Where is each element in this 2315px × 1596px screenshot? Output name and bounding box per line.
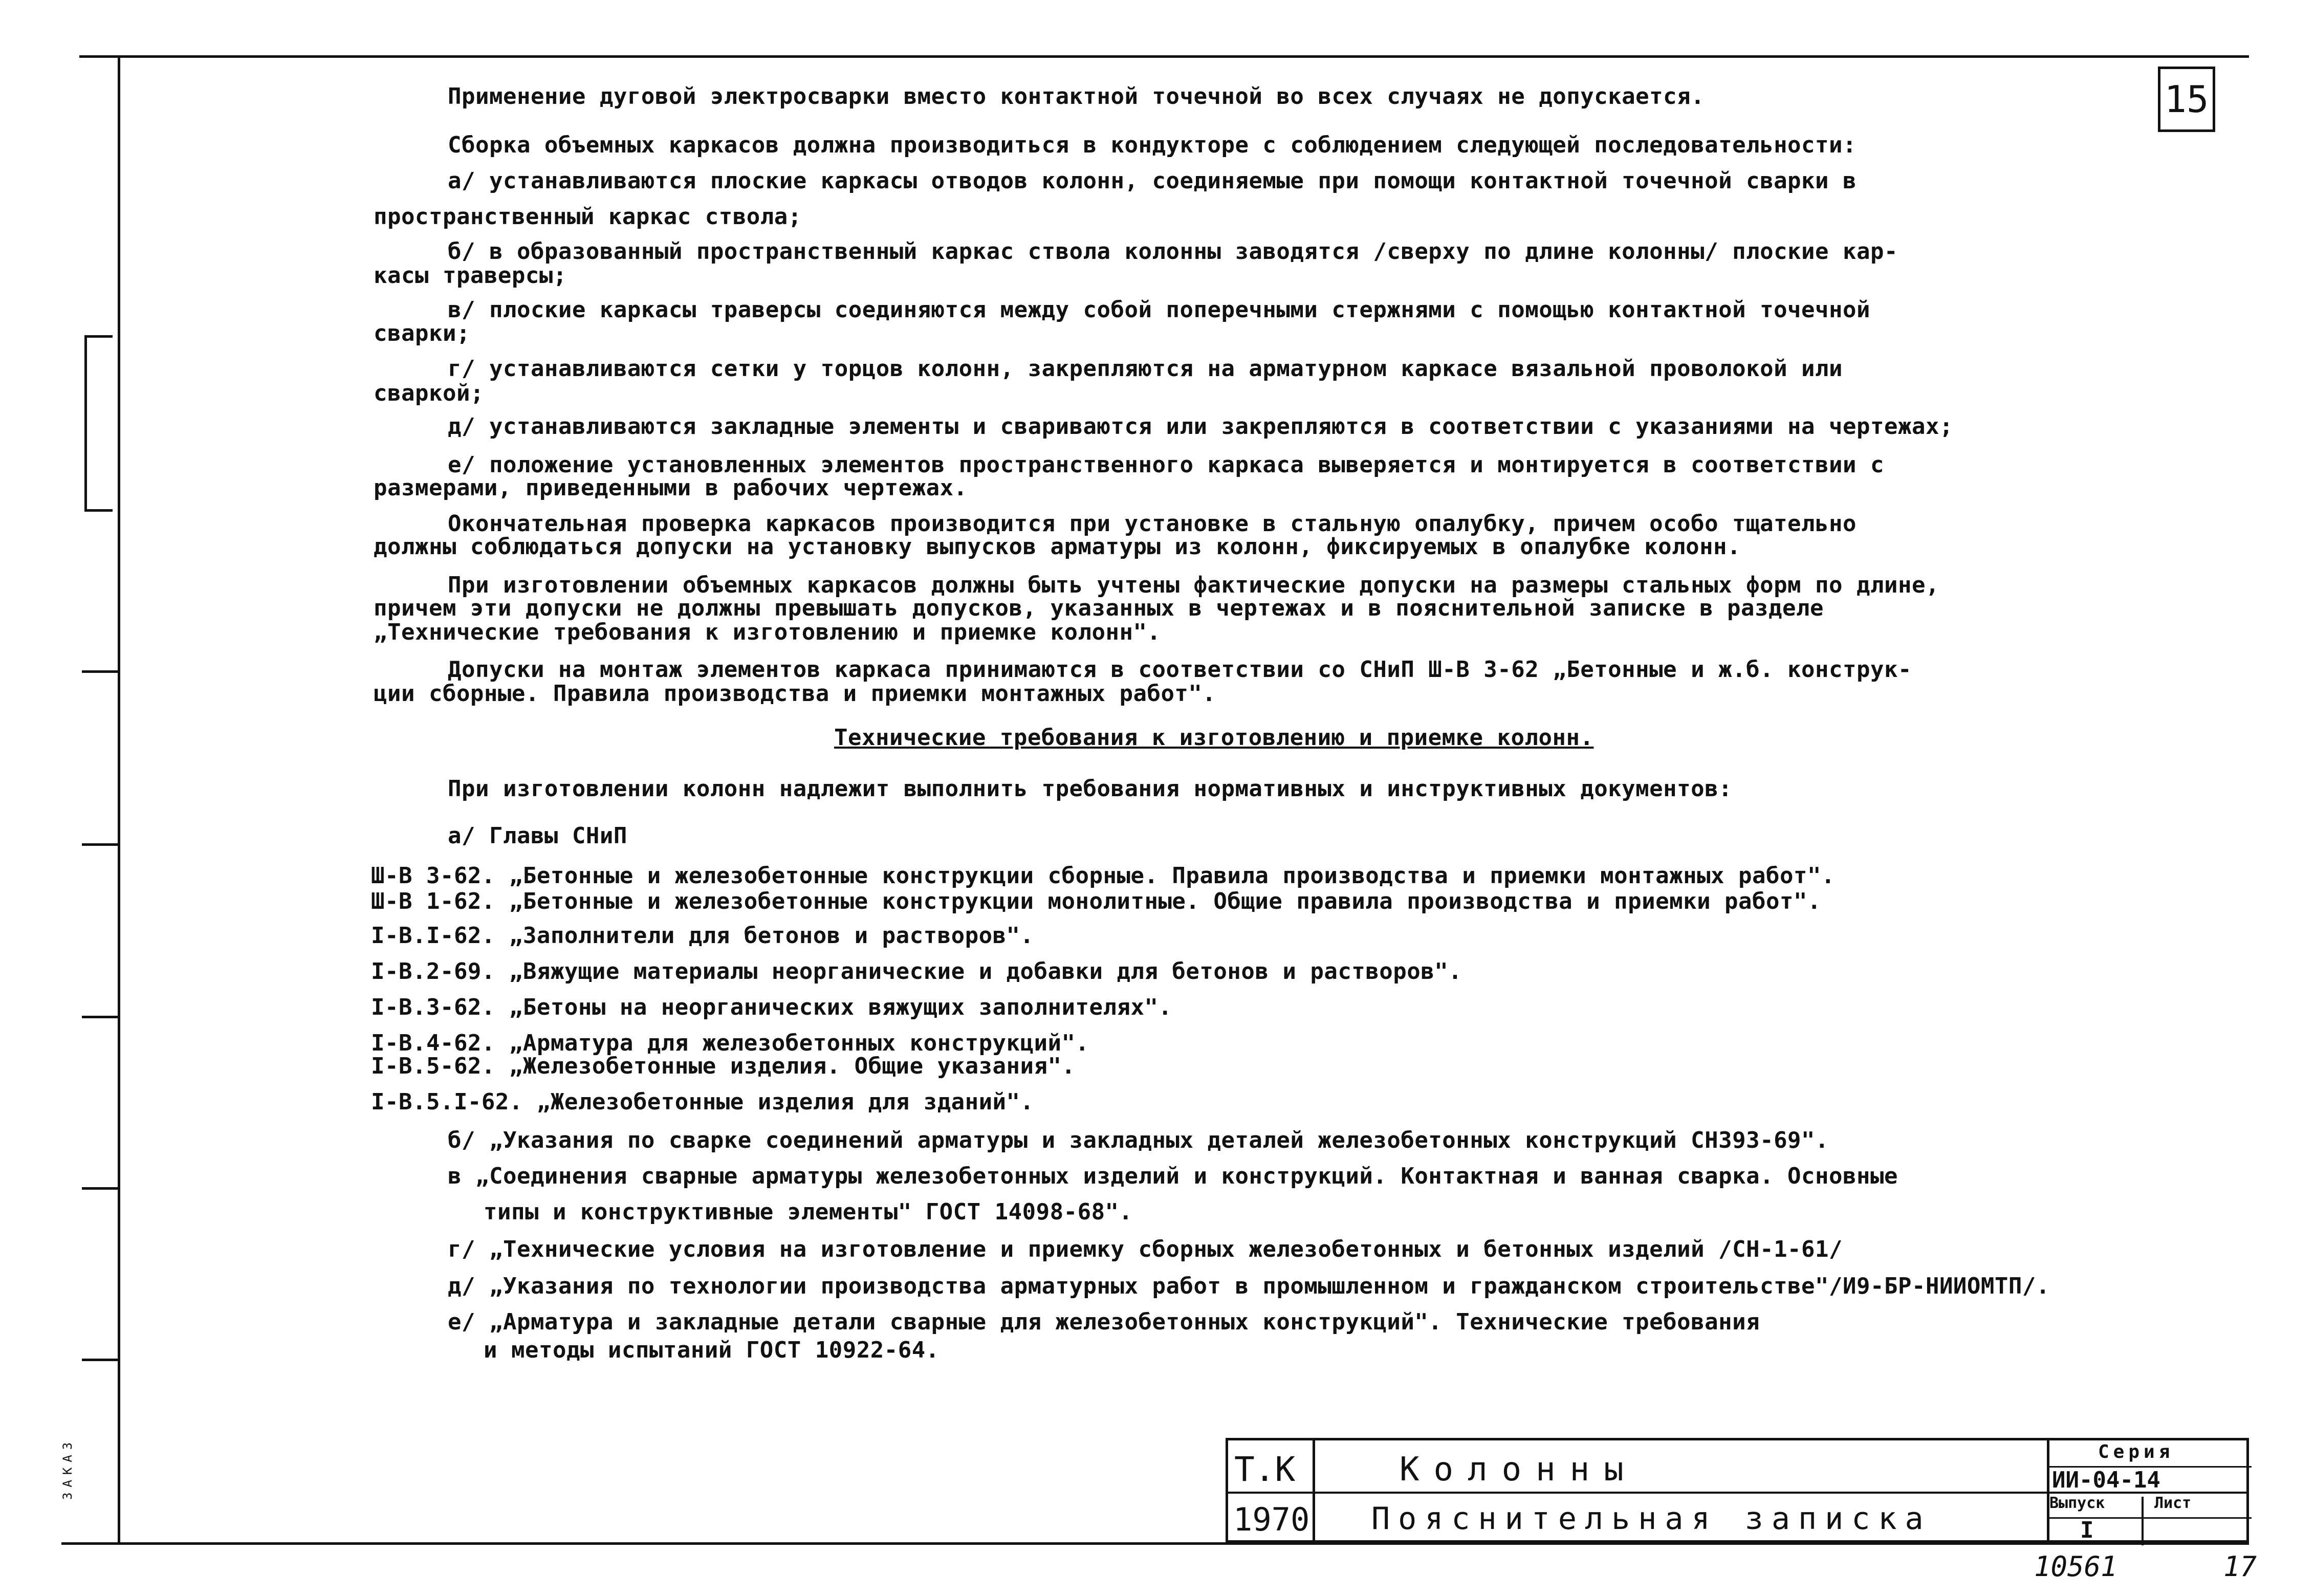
extra-item: в „Соединения сварные арматуры железобетонных изделий и конструкций. Контактная и ванная сварка. Основные bbox=[448, 1163, 1898, 1189]
extra-item: д/ „Указания по технологии производства арматурных работ в промышленном и гражданском строительстве"/И9-БР-НИИОМТП/. bbox=[448, 1273, 2050, 1299]
body-line: сварки; bbox=[374, 320, 470, 346]
title-block-divider bbox=[1313, 1440, 1315, 1540]
title-block-divider bbox=[2047, 1517, 2252, 1519]
extra-item: е/ „Арматура и закладные детали сварные для железобетонных конструкций". Технические требования bbox=[448, 1309, 1760, 1335]
side-archive-mark: ЗАКАЗ bbox=[60, 1437, 75, 1500]
sheet-label: Лист bbox=[2154, 1494, 2192, 1512]
title-block bbox=[1226, 1438, 2249, 1543]
body-line: е/ положение установленных элементов пространственного каркаса выверяется и монтируется в соответствии с bbox=[448, 452, 1884, 478]
title-block-year: 1970 bbox=[1233, 1501, 1310, 1538]
body-line: должны соблюдаться допуски на установку выпусков арматуры из колонн, фиксируемых в опалубке колонн. bbox=[374, 534, 1741, 560]
title-block-divider bbox=[2047, 1440, 2049, 1540]
body-line: При изготовлении объемных каркасов должны быть учтены фактические допуски на размеры стальных форм по длине, bbox=[448, 572, 1939, 598]
footer-sheet-number: 17 bbox=[2223, 1550, 2257, 1583]
body-line: сваркой; bbox=[374, 380, 484, 406]
page-number: 15 bbox=[2158, 67, 2215, 132]
series-value: ИИ-04-14 bbox=[2052, 1467, 2160, 1493]
title-block-subtitle: Пояснительная записка bbox=[1371, 1501, 1932, 1537]
extra-item: г/ „Технические условия на изготовление и приемку сборных железобетонных и бетонных изделий /СН-1-61/ bbox=[448, 1236, 1843, 1262]
reference-item: I-В.3-62. „Бетоны на неорганических вяжущих заполнителях". bbox=[371, 994, 1172, 1020]
series-label: Серия bbox=[2098, 1441, 2174, 1462]
section-intro: При изготовлении колонн надлежит выполнить требования нормативных и инструктивных документов: bbox=[448, 776, 1733, 802]
body-line: размерами, приведенными в рабочих чертежах. bbox=[374, 475, 968, 501]
reference-item: I-В.I-62. „Заполнители для бетонов и растворов". bbox=[371, 923, 1034, 949]
list-label-a: а/ Главы СНиП bbox=[448, 823, 627, 849]
body-line: а/ устанавливаются плоские каркасы отводов колонн, соединяемые при помощи контактной точечной сварки в bbox=[448, 168, 1857, 194]
body-line: пространственный каркас ствола; bbox=[374, 204, 802, 230]
body-line: г/ устанавливаются сетки у торцов колонн, закрепляются на арматурном каркасе вязальной проволокой или bbox=[448, 356, 1843, 382]
body-line: в/ плоские каркасы траверсы соединяются между собой поперечными стержнями с помощью контактной точечной bbox=[448, 297, 1870, 323]
body-line: д/ устанавливаются закладные элементы и свариваются или закрепляются в соответствии с указаниями на чертежах; bbox=[448, 413, 1953, 440]
body-line: Применение дуговой электросварки вместо контактной точечной во всех случаях не допускается. bbox=[448, 83, 1705, 110]
reference-item: I-В.5.I-62. „Железобетонные изделия для зданий". bbox=[371, 1089, 1034, 1115]
extra-item: б/ „Указания по сварке соединений арматуры и закладных деталей железобетонных конструкций СН393-69". bbox=[448, 1127, 1829, 1153]
title-block-org: Т.К bbox=[1234, 1450, 1296, 1489]
extra-item: и методы испытаний ГОСТ 10922-64. bbox=[484, 1337, 940, 1363]
title-block-title: Колонны bbox=[1400, 1451, 1638, 1489]
body-line: ции сборные. Правила производства и приемки монтажных работ". bbox=[374, 681, 1216, 707]
reference-item: Ш-В 3-62. „Бетонные и железобетонные конструкции сборные. Правила производства и приемки монтажных работ". bbox=[371, 863, 1835, 889]
body-line: причем эти допуски не должны превышать допусков, указанных в чертежах и в пояснительной записке в разделе bbox=[374, 595, 1824, 621]
reference-item: I-В.2-69. „Вяжущие материалы неорганические и добавки для бетонов и растворов". bbox=[371, 958, 1462, 985]
issue-label: Выпуск bbox=[2049, 1494, 2105, 1512]
footer-code: 10561 bbox=[2034, 1550, 2117, 1583]
body-line: „Технические требования к изготовлению и приемке колонн". bbox=[374, 619, 1161, 645]
body-line: Окончательная проверка каркасов производится при установке в стальную опалубку, причем особо тщательно bbox=[448, 511, 1857, 537]
reference-item: Ш-В 1-62. „Бетонные и железобетонные конструкции монолитные. Общие правила производства и приемки работ". bbox=[371, 888, 1821, 914]
body-line: Сборка объемных каркасов должна производиться в кондукторе с соблюдением следующей последовательности: bbox=[448, 132, 1857, 158]
body-line: б/ в образованный пространственный каркас ствола колонны заводятся /сверху по длине колонны/ плоские кар- bbox=[448, 238, 1898, 265]
reference-item: I-В.4-62. „Арматура для железобетонных конструкций". bbox=[371, 1030, 1089, 1056]
issue-value: I bbox=[2080, 1517, 2094, 1543]
reference-item: I-В.5-62. „Железобетонные изделия. Общие указания". bbox=[371, 1053, 1076, 1079]
body-line: Допуски на монтаж элементов каркаса принимаются в соответствии со СНиП Ш-В 3-62 „Бетонные и ж.б. конструк- bbox=[448, 657, 1912, 683]
section-heading: Технические требования к изготовлению и приемке колонн. bbox=[834, 725, 1594, 751]
extra-item: типы и конструктивные элементы" ГОСТ 14098-68". bbox=[484, 1199, 1133, 1225]
title-block-divider bbox=[2142, 1497, 2144, 1545]
body-line: касы траверсы; bbox=[374, 263, 567, 289]
